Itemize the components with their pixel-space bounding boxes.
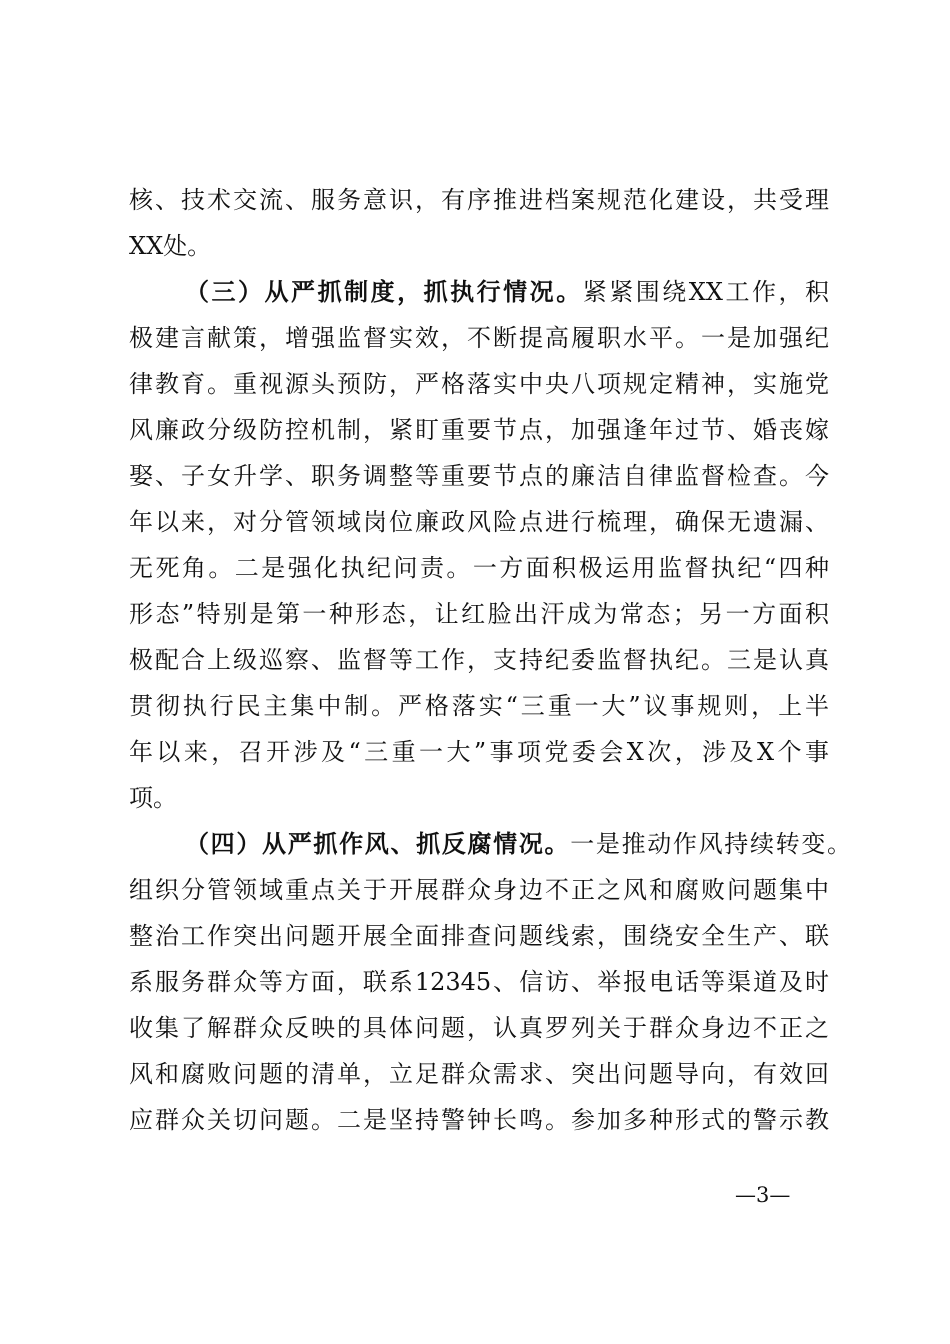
body-text-line: 律教育。重视源头预防，严格落实中央八项规定精神，实施党 — [129, 370, 829, 398]
body-text-line: 贯彻执行民主集中制。严格落实“三重一大”议事规则，上半 — [129, 692, 829, 720]
page-number: —3— — [735, 1183, 791, 1207]
body-text-line: 核、技术交流、服务意识，有序推进档案规范化建设，共受理 — [129, 186, 829, 214]
body-text-line: 风廉政分级防控机制，紧盯重要节点，加强逢年过节、婚丧嫁 — [129, 416, 829, 444]
body-text-line: 娶、子女升学、职务调整等重要节点的廉洁自律监督检查。今 — [129, 462, 829, 490]
body-text-line: 形态”特别是第一种形态，让红脸出汗成为常态；另一方面积 — [129, 600, 829, 628]
body-text-line: 应群众关切问题。二是坚持警钟长鸣。参加多种形式的警示教 — [129, 1106, 829, 1134]
section-4-first-line — [185, 821, 851, 867]
section-3-intro-text: 紧紧围绕XX工作，积 — [582, 278, 830, 306]
body-text-line: 项。 — [129, 784, 177, 812]
section-4-heading: （四）从严抓作风、抓反腐情况。 — [185, 829, 571, 858]
body-text-line: 极建言献策，增强监督实效，不断提高履职水平。一是加强纪 — [129, 324, 829, 352]
body-text-line: 整治工作突出问题开展全面排查问题线索，围绕安全生产、联 — [129, 922, 829, 950]
body-text-line: 收集了解群众反映的具体问题，认真罗列关于群众身边不正之 — [129, 1014, 829, 1042]
section-3-heading: （三）从严抓制度，抓执行情况。 — [185, 277, 583, 306]
section-4-intro-text: 一是推动作风持续转变。 — [570, 830, 852, 858]
body-text-line: 无死角。二是强化执纪问责。一方面积极运用监督执纪“四种 — [129, 554, 829, 582]
body-text-line: 极配合上级巡察、监督等工作，支持纪委监督执纪。三是认真 — [129, 646, 829, 674]
body-text-line: XX处。 — [129, 232, 212, 260]
body-text-line: 年以来，召开涉及“三重一大”事项党委会X次，涉及X个事 — [129, 738, 829, 766]
body-text-line: 年以来，对分管领域岗位廉政风险点进行梳理，确保无遗漏、 — [129, 508, 829, 536]
body-text-line: 组织分管领域重点关于开展群众身边不正之风和腐败问题集中 — [129, 876, 829, 904]
body-text-line: 系服务群众等方面，联系12345、信访、举报电话等渠道及时 — [129, 968, 829, 996]
body-text-line: 风和腐败问题的清单，立足群众需求、突出问题导向，有效回 — [129, 1060, 829, 1088]
section-3-first-line — [185, 269, 829, 315]
